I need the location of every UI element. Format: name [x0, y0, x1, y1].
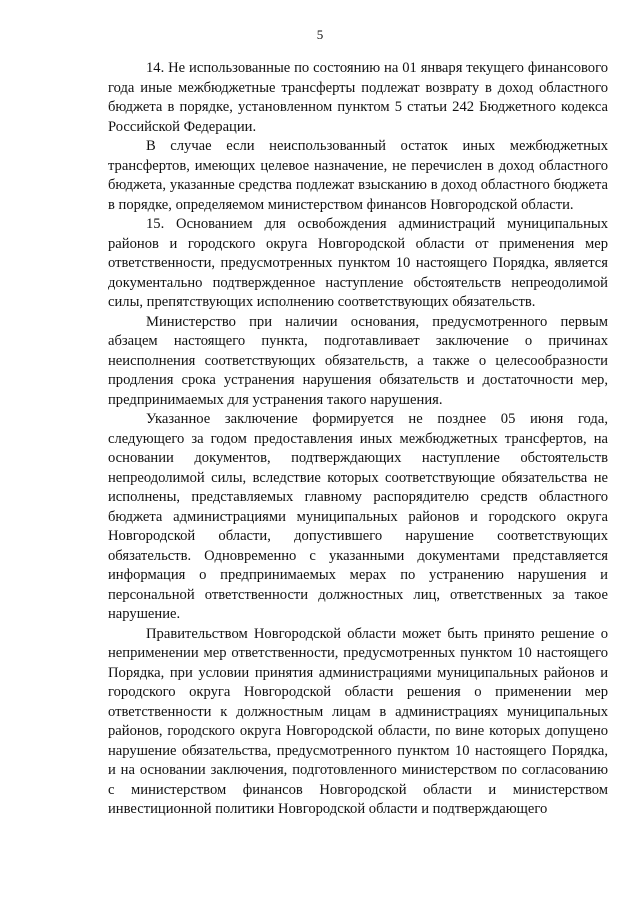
paragraph-15-force-majeure-basis: 15. Основанием для освобождения администраций муниципальных районов и городского округа Новгородской области от применения мер ответственности, предусмотренных пунктом 10 настоящего Порядка, является документально подтвержденное наступление обстоятельств непреодолимой силы, препятствующих исполнению соответствующих обязательств.	[108, 216, 608, 310]
paragraph-ministry-conclusion: Министерство при наличии основания, предусмотренного первым абзацем настоящего пункта, подготавливает заключение о причинах неисполнения соответствующих обязательств, а также о целесообразности продления срока устранения нарушения обязательств и достаточности мер, предпринимаемых для устранения такого нарушения.	[108, 313, 608, 408]
paragraph-government-decision: Правительством Новгородской области может быть принято решение о неприменении мер ответственности, предусмотренных пунктом 10 настоящего Порядка, при условии принятия администрациями муниципальных районов и городского округа Новгородской области решения о применении мер ответственности к должностным лицам в администрациях муниципальных районов, городского округа Новгородской области, по вине которых допущено нарушение обязательства, предусмотренного пунктом 10 настоящего Порядка, и на основании заключения, подготовленного министерством по согласованию с министерством финансов Новгородской области и министерством инвестиционной политики Новгородской области и подтверждающего	[108, 625, 608, 817]
paragraph-conclusion-deadline: Указанное заключение формируется не позднее 05 июня года, следующего за годом предоставления иных межбюджетных трансфертов, на основании документов, подтверждающих наступление обстоятельств непреодолимой силы, вследствие которых соответствующие обязательства не исполнены, представляемых главному распорядителю средств областного бюджета администрациями муниципальных районов и городского округа Новгородской области, допустившего нарушение соответствующих обязательств. Одновременно с указанными документами представляется информация о предпринимаемых мерах по устранению нарушения и персональной ответственности должностных лиц, ответственных за такое нарушение.	[108, 411, 608, 622]
document-body	[108, 59, 608, 820]
paragraph-unused-balance-recovery: В случае если неиспользованный остаток иных межбюджетных трансфертов, имеющих целевое назначение, не перечислен в доход областного бюджета, указанные средства подлежат взысканию в доход областного бюджета в порядке, определяемом министерством финансов Новгородской области.	[108, 138, 608, 213]
paragraph-14-return-of-transfers: 14. Не использованные по состоянию на 01 января текущего финансового года иные межбюджетные трансферты подлежат возврату в доход областного бюджета в порядке, установленном пунктом 5 статьи 242 Бюджетного кодекса Российской Федерации.	[108, 60, 608, 135]
page-number: 5	[316, 27, 324, 42]
